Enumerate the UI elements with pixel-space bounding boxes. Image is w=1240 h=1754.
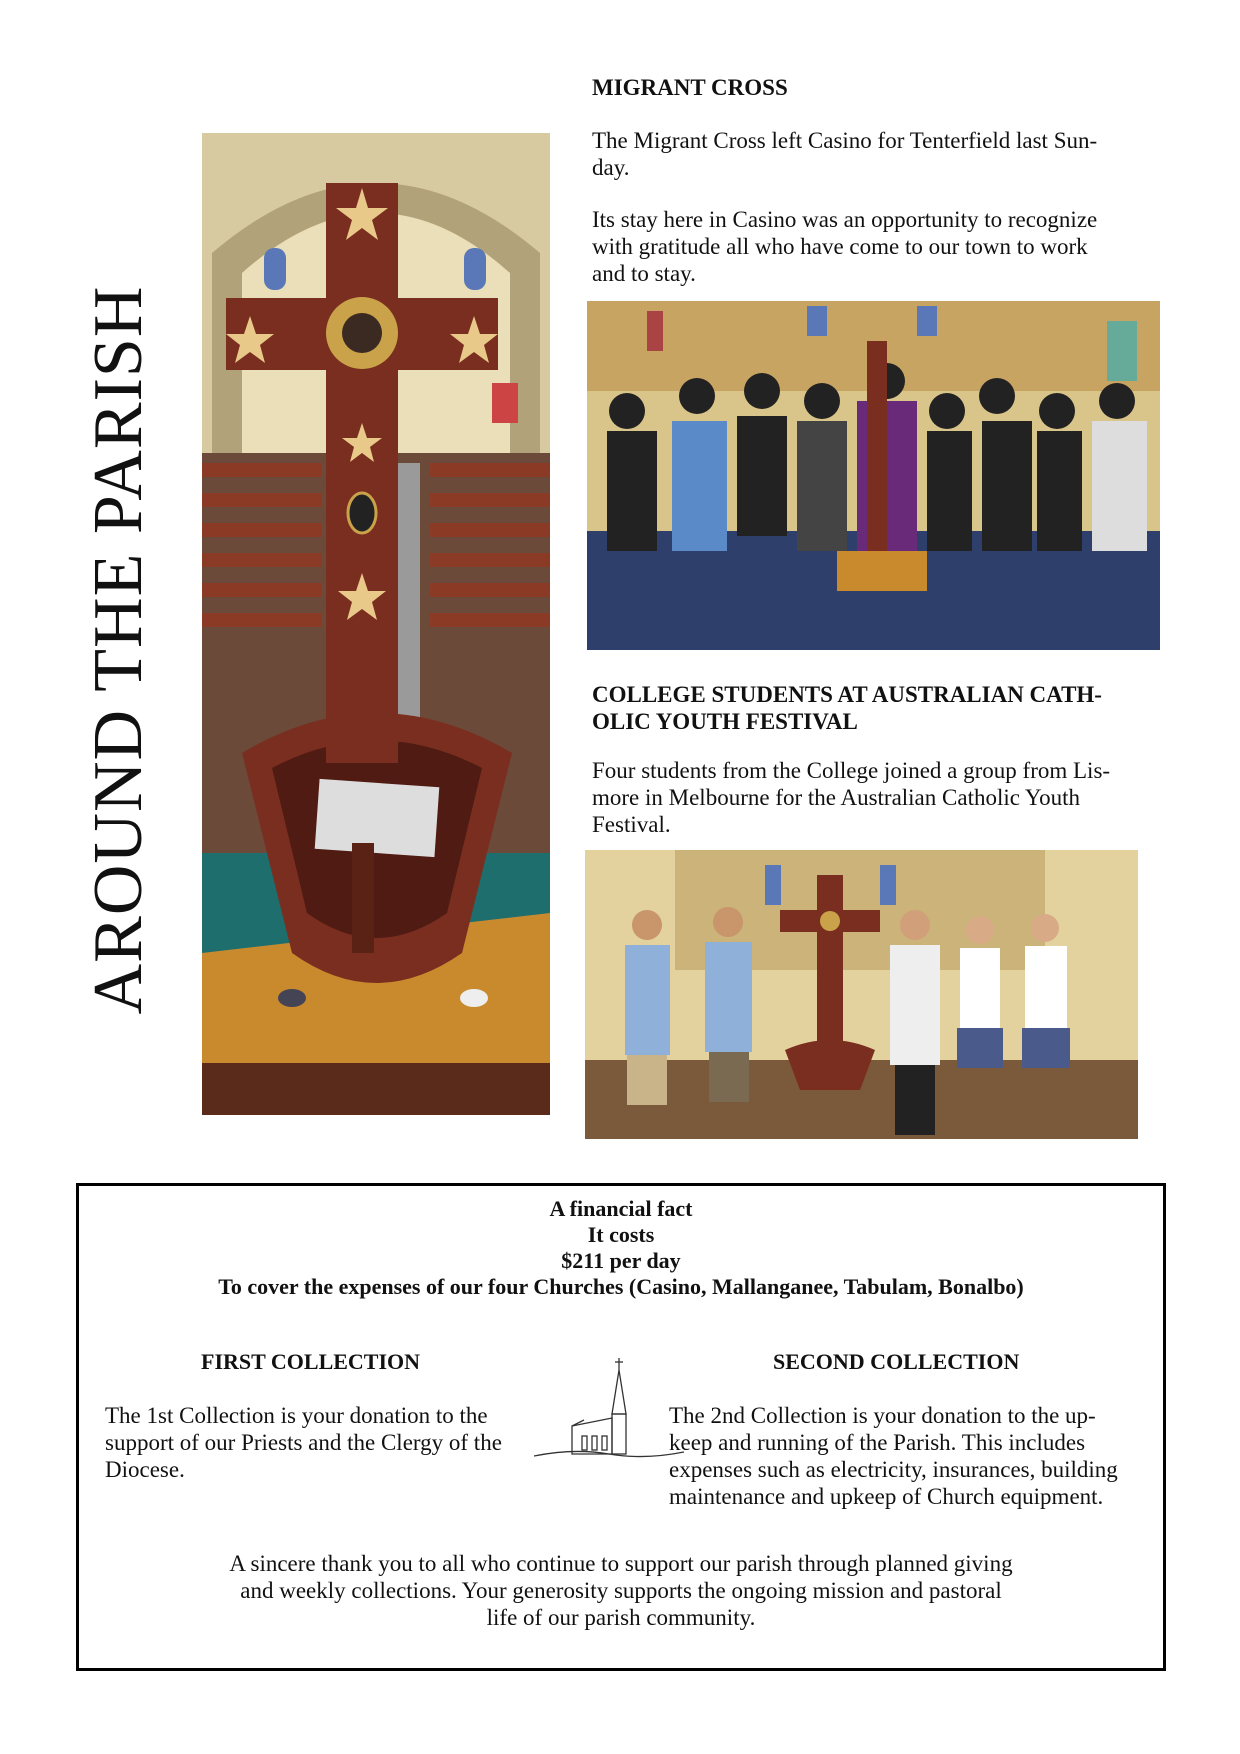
vertical-title-text: AROUND THE PARISH <box>80 285 157 1015</box>
heading-line: OLIC YOUTH FESTIVAL <box>592 709 858 734</box>
text-line: and to stay. <box>592 261 696 286</box>
text-line: more in Melbourne for the Australian Catholic Youth <box>592 785 1081 810</box>
migrant-cross-heading: MIGRANT CROSS <box>592 75 788 100</box>
migrant-cross-paragraph-1 <box>592 127 1152 181</box>
financial-fact-header <box>79 1196 1163 1300</box>
fact-amount: $211 per day <box>561 1248 681 1273</box>
heading-line: COLLEGE STUDENTS AT AUSTRALIAN CATH- <box>592 682 1102 707</box>
second-collection-heading: SECOND COLLECTION <box>773 1349 1020 1374</box>
first-collection-text <box>105 1402 545 1483</box>
text-line: Its stay here in Casino was an opportunity to recognize <box>592 207 1098 232</box>
college-students-photo <box>585 850 1138 1139</box>
text-line: A sincere thank you to all who continue to support our parish through planned giving <box>229 1551 1013 1576</box>
fact-title: A financial fact <box>549 1196 693 1221</box>
first-collection-heading: FIRST COLLECTION <box>201 1349 421 1374</box>
fact-line: To cover the expenses of our four Churches (Casino, Mallanganee, Tabulam, Bonalbo) <box>218 1274 1024 1299</box>
migrant-community-group-photo <box>587 301 1160 650</box>
fact-line: It costs <box>587 1222 655 1247</box>
vertical-page-title <box>74 260 164 1040</box>
text-line: The Migrant Cross left Casino for Tenterfield last Sun- <box>592 128 1098 153</box>
text-line: Diocese. <box>105 1457 185 1482</box>
text-line: Four students from the College joined a group from Lis- <box>592 758 1111 783</box>
text-line: day. <box>592 155 630 180</box>
second-collection-text <box>669 1402 1159 1510</box>
text-line: expenses such as electricity, insurances, building <box>669 1457 1118 1482</box>
text-line: with gratitude all who have come to our town to work <box>592 234 1088 259</box>
text-line: The 1st Collection is your donation to the <box>105 1403 488 1428</box>
college-heading <box>592 681 1162 735</box>
text-line: Festival. <box>592 812 671 837</box>
migrant-cross-paragraph-2 <box>592 206 1152 287</box>
migrant-cross-photo <box>202 133 550 1115</box>
text-line: maintenance and upkeep of Church equipment. <box>669 1484 1104 1509</box>
text-line: The 2nd Collection is your donation to the up- <box>669 1403 1096 1428</box>
college-paragraph <box>592 757 1162 838</box>
text-line: life of our parish community. <box>486 1605 756 1630</box>
text-line: support of our Priests and the Clergy of the <box>105 1430 502 1455</box>
text-line: and weekly collections. Your generosity supports the ongoing mission and pastoral <box>240 1578 1002 1603</box>
text-line: keep and running of the Parish. This includes <box>669 1430 1086 1455</box>
financial-fact-box <box>76 1183 1166 1671</box>
church-sketch-icon <box>534 1356 684 1466</box>
thank-you-message <box>79 1550 1163 1631</box>
